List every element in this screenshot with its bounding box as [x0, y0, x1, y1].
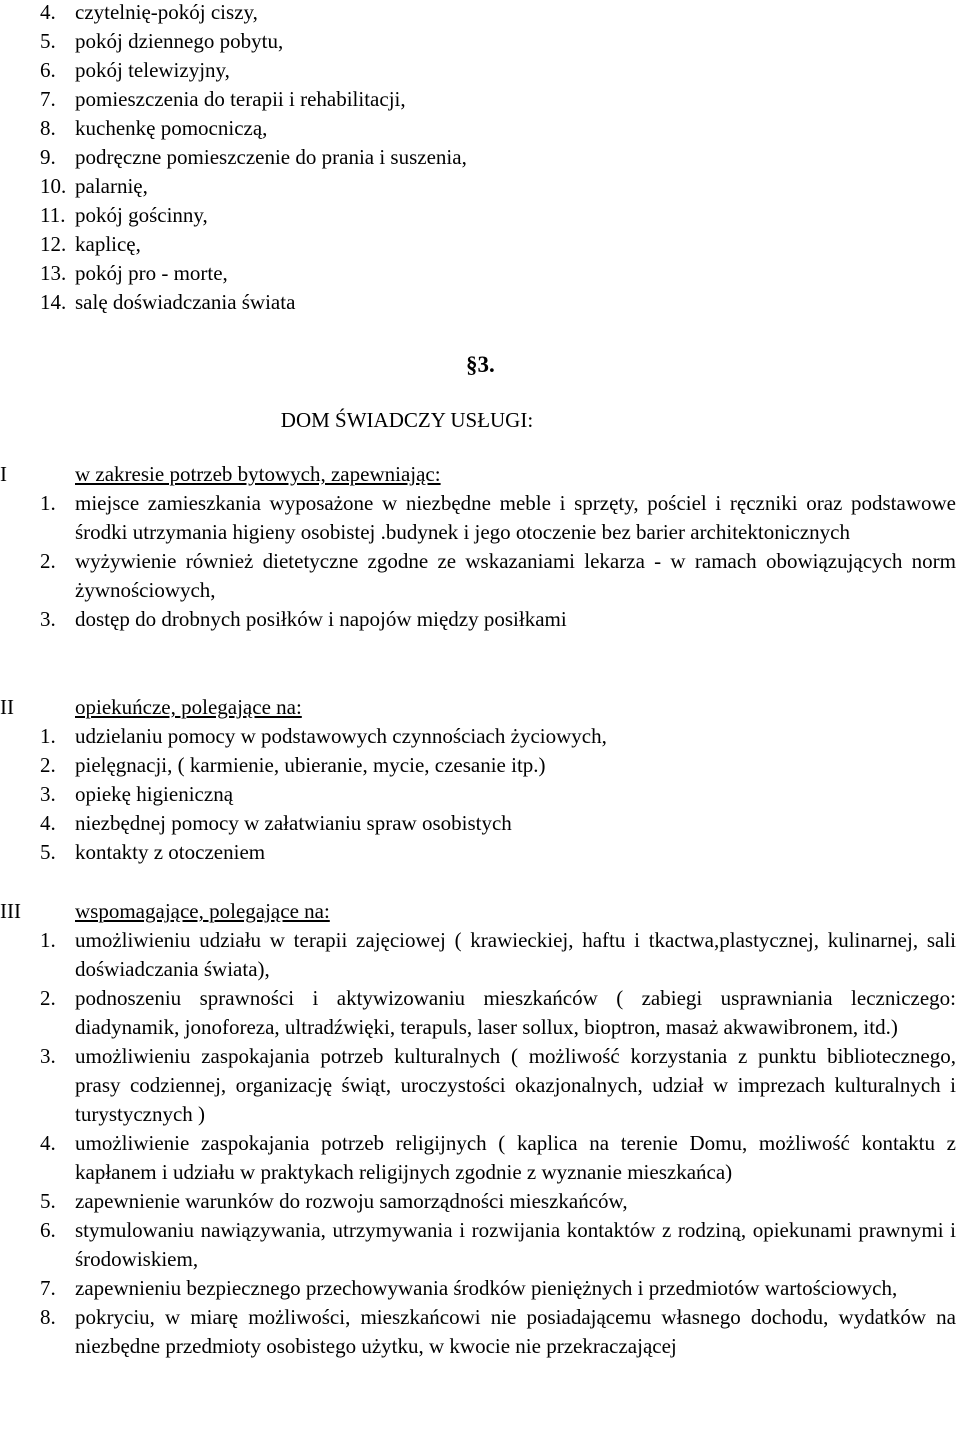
list-item [0, 984, 960, 1042]
list-item [0, 1129, 960, 1187]
section-ii [0, 693, 960, 867]
item-text: salę doświadczania świata [75, 290, 296, 314]
item-number: 12. [40, 232, 67, 256]
list-item [0, 1042, 960, 1129]
list-item [0, 780, 960, 809]
list-item [0, 751, 960, 780]
item-text: zapewnienie warunków do rozwoju samorządności mieszkańców, [75, 1189, 628, 1213]
item-number: 4. [40, 0, 56, 24]
list-item [0, 1216, 960, 1274]
item-text: pokój telewizyjny, [75, 58, 230, 82]
item-number: 11. [40, 203, 66, 227]
list-item [0, 114, 960, 143]
list-item [0, 288, 960, 317]
list-item [0, 259, 960, 288]
roman-numeral: I [0, 462, 7, 486]
item-number: 7. [40, 1276, 56, 1300]
list-item [0, 1274, 960, 1303]
services-list [0, 926, 960, 1361]
item-text: niezbędnej pomocy w załatwianiu spraw osobistych [75, 811, 512, 835]
item-number: 2. [40, 986, 56, 1010]
item-number: 13. [40, 261, 67, 285]
item-number: 14. [40, 290, 67, 314]
list-item [0, 605, 960, 634]
services-list [0, 489, 960, 634]
item-text: podnoszeniu sprawności i aktywizowaniu mieszkańców ( zabiegi usprawniania leczniczego: diadynamik, jonoforeza, ultradźwięki, terapuls, laser sollux, bioptron, masaż akwawibronem, itd.) [75, 986, 956, 1039]
list-item [0, 201, 960, 230]
item-text: zapewnieniu bezpiecznego przechowywania środków pieniężnych i przedmiotów wartościowych, [75, 1276, 898, 1300]
item-text: opiekę higieniczną [75, 782, 234, 806]
item-number: 5. [40, 1189, 56, 1213]
list-item [0, 143, 960, 172]
item-number: 5. [40, 840, 56, 864]
services-list [0, 722, 960, 867]
item-number: 10. [40, 174, 67, 198]
list-item [0, 838, 960, 867]
item-text: kaplicę, [75, 232, 141, 256]
section-mark: §3. [466, 352, 495, 377]
item-number: 3. [40, 782, 56, 806]
item-text: umożliwieniu udziału w terapii zajęciowej ( krawieckiej, haftu i tkactwa,plastycznej, kulinarnej, sali doświadczania świata), [75, 928, 956, 981]
list-item [0, 56, 960, 85]
item-text: palarnię, [75, 174, 148, 198]
list-item [0, 809, 960, 838]
list-item [0, 0, 960, 27]
item-text: dostęp do drobnych posiłków i napojów między posiłkami [75, 607, 567, 631]
item-number: 1. [40, 491, 56, 515]
list-item [0, 230, 960, 259]
item-number: 1. [40, 928, 56, 952]
section-i [0, 460, 960, 634]
item-text: pokój dziennego pobytu, [75, 29, 284, 53]
section-title: w zakresie potrzeb bytowych, zapewniając: [75, 462, 441, 486]
item-number: 3. [40, 607, 56, 631]
page-title: DOM ŚWIADCZY USŁUGI: [280, 408, 534, 432]
item-text: udzielaniu pomocy w podstawowych czynnościach życiowych, [75, 724, 607, 748]
list-item [0, 722, 960, 751]
item-text: pomieszczenia do terapii i rehabilitacji, [75, 87, 406, 111]
list-item [0, 85, 960, 114]
item-text: miejsce zamieszkania wyposażone w niezbędne meble i sprzęty, pościel i ręczniki oraz podstawowe środki utrzymania higieny osobistej .budynek i jego otoczenie bez barier architektonicznych [75, 491, 956, 544]
item-text: kontakty z otoczeniem [75, 840, 266, 864]
item-number: 3. [40, 1044, 56, 1068]
item-number: 7. [40, 87, 56, 111]
item-number: 5. [40, 29, 56, 53]
item-number: 2. [40, 549, 56, 573]
item-text: pokryciu, w miarę możliwości, mieszkańcowi nie posiadającemu własnego dochodu, wydatków na niezbędne przedmioty osobistego użytku, w kwocie nie przekraczającej [75, 1305, 956, 1358]
item-text: czytelnię-pokój ciszy, [75, 0, 258, 24]
roman-numeral: II [0, 695, 14, 719]
section-title: wspomagające, polegające na: [75, 899, 330, 923]
item-text: pielęgnacji, ( karmienie, ubieranie, mycie, czesanie itp.) [75, 753, 546, 777]
item-number: 1. [40, 724, 56, 748]
roman-numeral: III [0, 899, 21, 923]
item-text: pokój pro - morte, [75, 261, 228, 285]
list-item [0, 1303, 960, 1361]
item-number: 6. [40, 1218, 56, 1242]
list-item [0, 172, 960, 201]
item-number: 6. [40, 58, 56, 82]
item-number: 4. [40, 811, 56, 835]
list-item [0, 926, 960, 984]
section-title: opiekuńcze, polegające na: [75, 695, 302, 719]
section-iii [0, 897, 960, 1361]
item-number: 8. [40, 1305, 56, 1329]
item-text: umożliwienie zaspokajania potrzeb religijnych ( kaplica na terenie Domu, możliwość kontaktu z kapłanem i udziału w praktykach religijnych zgodnie z wyznanie mieszkańca) [75, 1131, 956, 1184]
item-text: stymulowaniu nawiązywania, utrzymywania i rozwijania kontaktów z rodziną, opiekunami prawnymi i środowiskiem, [75, 1218, 956, 1271]
item-text: pokój gościnny, [75, 203, 208, 227]
list-item [0, 27, 960, 56]
item-number: 9. [40, 145, 56, 169]
list-item [0, 489, 960, 547]
item-number: 4. [40, 1131, 56, 1155]
item-text: podręczne pomieszczenie do prania i suszenia, [75, 145, 467, 169]
item-number: 8. [40, 116, 56, 140]
item-text: umożliwieniu zaspokajania potrzeb kulturalnych ( możliwość korzystania z punktu bibliotecznego, prasy codziennej, organizację świąt, uroczystości okazjonalnych, udział w imprezach kulturalnych i turystycznych ) [75, 1044, 956, 1126]
item-text: kuchenkę pomocniczą, [75, 116, 268, 140]
list-item [0, 1187, 960, 1216]
list-item [0, 547, 960, 605]
facilities-list [0, 0, 960, 317]
item-number: 2. [40, 753, 56, 777]
item-text: wyżywienie również dietetyczne zgodne ze wskazaniami lekarza - w ramach obowiązujących norm żywnościowych, [75, 549, 956, 602]
